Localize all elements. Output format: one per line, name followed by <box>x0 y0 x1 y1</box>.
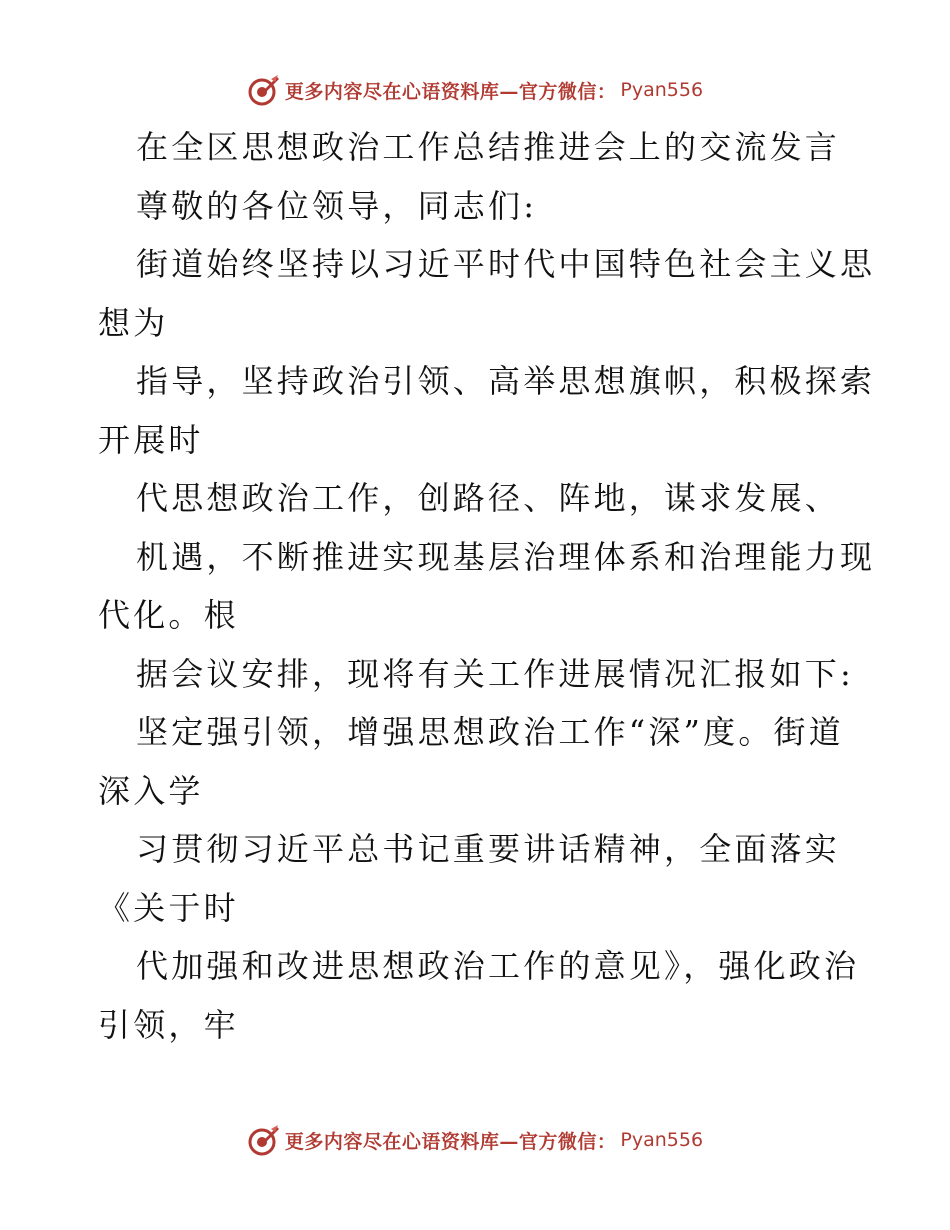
footer-banner-wechat-id: Pyan556 <box>620 1129 704 1151</box>
quill-logo-icon <box>247 1123 281 1157</box>
document-line: 代加强和改进思想政治工作的意见》，强化政治 <box>136 947 860 985</box>
document-line: 习贯彻习近平总书记重要讲话精神，全面落实 <box>136 830 841 868</box>
footer-banner <box>0 1120 950 1160</box>
document-line: 在全区思想政治工作总结推进会上的交流发言 <box>136 128 841 166</box>
document-line: 指导，坚持政治引领、高举思想旗帜，积极探索 <box>136 362 876 400</box>
document-line: 坚定强引领，增强思想政治工作“深”度。街道 <box>136 713 844 751</box>
document-line: 据会议安排，现将有关工作进展情况汇报如下: <box>136 654 854 693</box>
document-line: 开展时 <box>98 420 204 459</box>
quill-logo-icon <box>247 73 281 107</box>
document-line: 机遇，不断推进实现基层治理体系和治理能力现 <box>136 537 876 576</box>
document-line: 想为 <box>98 303 169 342</box>
document-line: 代化。根 <box>98 596 239 634</box>
header-banner-text: 更多内容尽在心语资料库—官方微信： <box>284 80 617 103</box>
document-body <box>98 118 876 1054</box>
document-line: 尊敬的各位领导，同志们: <box>136 186 538 225</box>
document-line: 街道始终坚持以习近平时代中国特色社会主义思 <box>136 245 876 283</box>
header-banner <box>0 70 950 110</box>
header-banner-wechat-id: Pyan556 <box>620 79 704 101</box>
document-line: 深入学 <box>98 771 204 810</box>
document-line: 《关于时 <box>98 888 239 927</box>
document-line: 代思想政治工作，创路径、阵地，谋求发展、 <box>136 479 841 517</box>
footer-banner-text: 更多内容尽在心语资料库—官方微信： <box>284 1130 617 1153</box>
document-line: 引领，牢 <box>98 1005 239 1044</box>
